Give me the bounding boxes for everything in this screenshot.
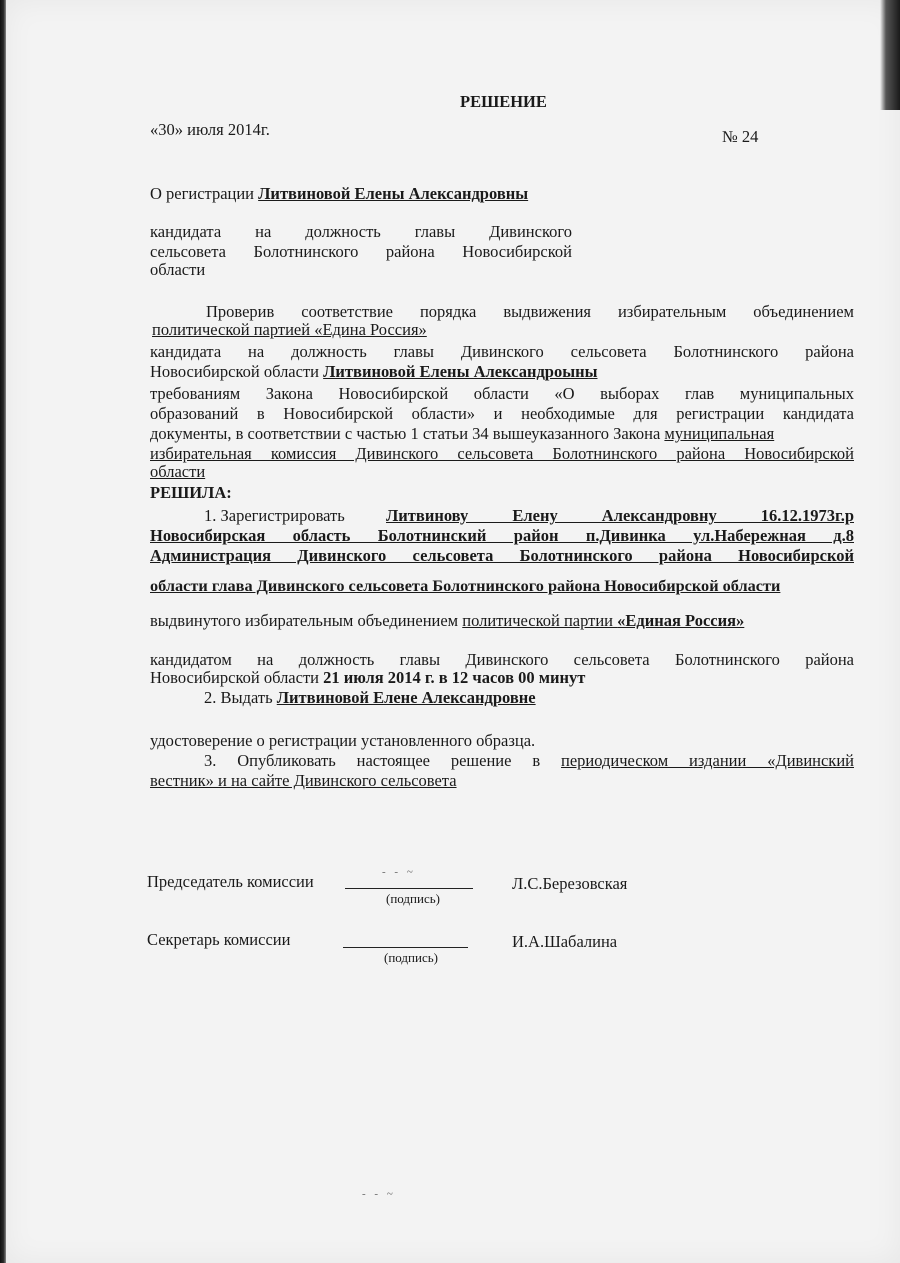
preamble-line-6: образований в Новосибирской области» и необходимые для регистрации кандидата: [150, 404, 854, 423]
nominated-party: [462, 611, 744, 630]
secretary-signature-caption: (подпись): [384, 950, 438, 965]
item2-line: [204, 688, 536, 708]
nominated-party-name: «Единая Россия»: [617, 611, 745, 630]
item2-candidate-name: Литвиновой Елене Александровне: [276, 688, 536, 707]
secretary-label: Секретарь комиссии: [147, 930, 291, 949]
resolved-heading: РЕШИЛА:: [150, 483, 232, 502]
item1-nominated: [150, 611, 744, 631]
subject-line-4: области: [150, 260, 206, 279]
item1-lead: 1. Зарегистрировать: [204, 506, 345, 525]
preamble-party: [152, 320, 427, 340]
preamble-commission-start: муниципальная: [664, 424, 775, 443]
document-title: РЕШЕНИЕ: [460, 92, 547, 111]
preamble-party-text: политической партией «Едина Россия»: [152, 320, 427, 339]
preamble-line-8: избирательная комиссия Дивинского сельсовета Болотнинского района Новосибирской: [150, 444, 854, 463]
item3-line-2: вестник» и на сайте Дивинского сельсовета: [150, 771, 457, 790]
item2-certificate: удостоверение о регистрации установленного образца.: [150, 731, 536, 750]
item3-line-1: [204, 751, 854, 771]
preamble-candidate-name: Литвиновой Елены Александроыны: [323, 362, 598, 381]
chair-signature-line: [345, 888, 473, 889]
scan-edge-right: [880, 0, 900, 110]
item1-candidate: Литвинову Елену Александровну 16.12.1973г.р: [386, 506, 854, 525]
document-date: «30» июля 2014г.: [150, 120, 270, 139]
subject-prefix: О регистрации: [150, 184, 259, 203]
item3-publication: периодическом издании «Дивинский: [561, 751, 854, 770]
subject-line-3: сельсовета Болотнинского района Новосибирской: [150, 242, 572, 261]
preamble-line-7: [150, 424, 774, 444]
preamble-law-text: документы, в соответствии с частью 1 статьи 34 вышеуказанного Закона: [150, 424, 665, 443]
item1-address: Новосибирская область Болотнинский район п.Дивинка ул.Набережная д.8: [150, 526, 854, 545]
item1-position: области глава Дивинского сельсовета Болотнинского района Новосибирской области: [150, 576, 781, 595]
secretary-name: И.А.Шабалина: [512, 932, 618, 951]
document-number: № 24: [722, 127, 759, 146]
signature-mark-chair: - - ~: [382, 866, 416, 878]
secretary-signature-line: [343, 947, 468, 948]
preamble-line-3: кандидата на должность главы Дивинского сельсовета Болотнинского района: [150, 342, 854, 361]
scan-artifact-mark: - - ~: [362, 1188, 396, 1200]
candidacy-region: Новосибирской области: [150, 668, 324, 687]
nominated-text: выдвинутого избирательным объединением: [150, 611, 463, 630]
item1-candidacy-line-2: [150, 668, 585, 688]
subject-line-1: [150, 184, 528, 204]
preamble-line-9: области: [150, 462, 206, 481]
item2-lead: 2. Выдать: [204, 688, 277, 707]
item1-candidacy-line-1: кандидатом на должность главы Дивинского сельсовета Болотнинского района: [150, 650, 854, 669]
item1-workplace: Администрация Дивинского сельсовета Болотнинского района Новосибирской: [150, 546, 854, 565]
item3-text: 3. Опубликовать настоящее решение в: [204, 751, 562, 770]
preamble-line-1: Проверив соответствие порядка выдвижения избирательным объединением: [206, 302, 854, 321]
registration-datetime: 21 июля 2014 г. в 12 часов 00 минут: [323, 668, 586, 687]
chair-name: Л.С.Березовская: [512, 874, 628, 893]
subject-candidate-name: Литвиновой Елены Александровны: [258, 184, 529, 203]
chair-label: Председатель комиссии: [147, 872, 314, 891]
preamble-line-5: требованиям Закона Новосибирской области «О выборах глав муниципальных: [150, 384, 854, 403]
nominated-party-prefix: политической партии: [462, 611, 618, 630]
preamble-region: Новосибирской области: [150, 362, 324, 381]
subject-line-2: кандидата на должность главы Дивинского: [150, 222, 572, 241]
chair-signature-caption: (подпись): [386, 891, 440, 906]
preamble-line-4: [150, 362, 598, 382]
